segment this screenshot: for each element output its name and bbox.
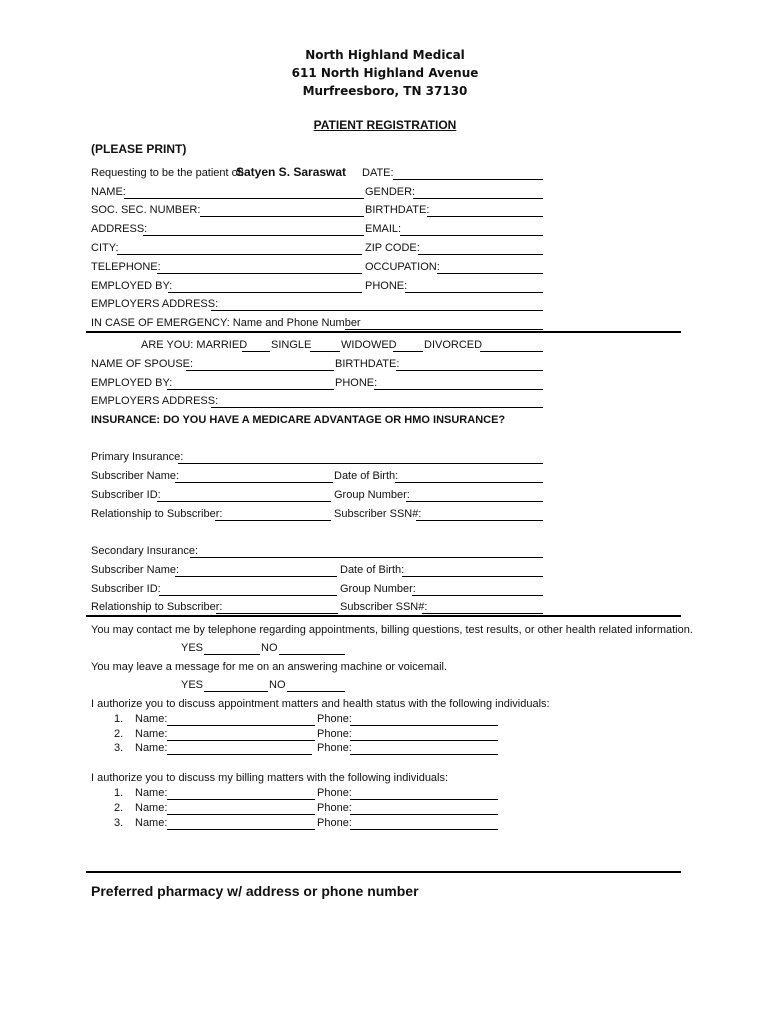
spouse-phone-field[interactable]: [374, 389, 543, 390]
health-name-label: Name:: [135, 742, 168, 754]
telephone-yes-field[interactable]: [204, 654, 260, 655]
billing-phone-field-3[interactable]: [350, 829, 498, 830]
section-divider: [86, 331, 681, 333]
spouse-name-field[interactable]: [186, 370, 334, 371]
please-print-note: (PLEASE PRINT): [91, 142, 187, 156]
spouse-employed-label: EMPLOYED BY:: [91, 377, 173, 389]
health-phone-field-2[interactable]: [350, 740, 498, 741]
telephone-no-label: NO: [261, 642, 278, 654]
secondary-group-label: Group Number:: [340, 583, 416, 595]
spouse-phone-label: PHONE:: [335, 377, 378, 389]
secondary-relationship-label: Relationship to Subscriber:: [91, 601, 223, 613]
primary-subscriber-name-label: Subscriber Name:: [91, 470, 180, 482]
telephone-field[interactable]: [157, 273, 362, 274]
secondary-dob-field[interactable]: [402, 576, 543, 577]
health-auth-text: I authorize you to discuss appointment matters and health status with the following individuals:: [91, 698, 550, 710]
billing-phone-field-1[interactable]: [350, 799, 498, 800]
primary-subscriber-name-field[interactable]: [175, 482, 333, 483]
widowed-field[interactable]: [393, 351, 423, 352]
primary-ssn-label: Subscriber SSN#:: [334, 508, 422, 520]
secondary-insurance-label: Secondary Insurance:: [91, 545, 199, 557]
secondary-dob-label: Date of Birth:: [340, 564, 405, 576]
phone-label: PHONE:: [365, 280, 408, 292]
health-name-field-1[interactable]: [167, 725, 315, 726]
primary-group-label: Group Number:: [334, 489, 410, 501]
single-label: SINGLE: [271, 339, 312, 351]
billing-name-field-2[interactable]: [167, 814, 315, 815]
secondary-relationship-field[interactable]: [216, 613, 338, 614]
health-phone-field-1[interactable]: [350, 725, 498, 726]
name-label: NAME:: [91, 186, 126, 198]
phone-field[interactable]: [405, 292, 543, 293]
emergency-label: IN CASE OF EMERGENCY: Name and Phone Number: [91, 317, 361, 329]
are-you-married-label: ARE YOU: MARRIED: [141, 339, 248, 351]
health-item-number: 2.: [114, 728, 124, 740]
form-title: PATIENT REGISTRATION: [313, 118, 457, 132]
health-name-field-2[interactable]: [167, 740, 315, 741]
billing-name-label: Name:: [135, 817, 168, 829]
gender-label: GENDER:: [365, 186, 416, 198]
city-label: CITY:: [91, 242, 119, 254]
primary-subscriber-id-label: Subscriber ID:: [91, 489, 161, 501]
health-item-number: 3.: [114, 742, 124, 754]
primary-dob-label: Date of Birth:: [334, 470, 399, 482]
secondary-subscriber-name-field[interactable]: [175, 576, 337, 577]
health-name-field-3[interactable]: [167, 754, 312, 755]
primary-group-field[interactable]: [406, 501, 543, 502]
health-name-label: Name:: [135, 728, 168, 740]
billing-name-label: Name:: [135, 787, 168, 799]
clinic-address-city: Murfreesboro, TN 37130: [302, 84, 468, 98]
primary-dob-field[interactable]: [395, 482, 543, 483]
secondary-subscriber-id-label: Subscriber ID:: [91, 583, 161, 595]
address-field[interactable]: [143, 235, 364, 236]
married-field[interactable]: [242, 351, 270, 352]
ssn-label: SOC. SEC. NUMBER:: [91, 204, 201, 216]
employers-address-field[interactable]: [211, 310, 543, 311]
billing-item-number: 3.: [114, 817, 124, 829]
primary-ssn-field[interactable]: [416, 520, 543, 521]
email-field[interactable]: [400, 235, 543, 236]
primary-insurance-label: Primary Insurance:: [91, 451, 184, 463]
clinic-name: North Highland Medical: [305, 48, 465, 62]
email-label: EMAIL:: [365, 223, 402, 235]
message-yes-field[interactable]: [204, 691, 268, 692]
emergency-field[interactable]: [345, 329, 543, 330]
zip-field[interactable]: [418, 254, 543, 255]
telephone-yes-label: YES: [181, 642, 204, 654]
secondary-subscriber-name-label: Subscriber Name:: [91, 564, 180, 576]
spouse-name-label: NAME OF SPOUSE:: [91, 358, 194, 370]
secondary-ssn-field[interactable]: [422, 613, 543, 614]
employed-by-field[interactable]: [168, 292, 362, 293]
health-phone-label: Phone:: [317, 742, 352, 754]
requesting-label: Requesting to be the patient of:: [91, 167, 244, 179]
telephone-label: TELEPHONE:: [91, 261, 161, 273]
health-phone-label: Phone:: [317, 728, 352, 740]
occupation-field[interactable]: [437, 273, 543, 274]
ssn-field[interactable]: [200, 216, 364, 217]
health-item-number: 1.: [114, 713, 124, 725]
birthdate-label: BIRTHDATE:: [365, 204, 430, 216]
clinic-address-street: 611 North Highland Avenue: [291, 66, 479, 80]
secondary-group-field[interactable]: [412, 595, 543, 596]
billing-phone-field-2[interactable]: [350, 814, 498, 815]
message-consent-text: You may leave a message for me on an answering machine or voicemail.: [91, 661, 448, 673]
spouse-employed-field[interactable]: [167, 389, 334, 390]
gender-field[interactable]: [413, 198, 543, 199]
occupation-label: OCCUPATION:: [365, 261, 440, 273]
section-divider: [86, 615, 681, 617]
employers-address-label: EMPLOYERS ADDRESS:: [91, 298, 219, 310]
spouse-birthdate-label: BIRTHDATE:: [335, 358, 400, 370]
billing-item-number: 2.: [114, 802, 124, 814]
billing-name-field-1[interactable]: [167, 799, 315, 800]
health-phone-field-3[interactable]: [350, 754, 498, 755]
health-phone-label: Phone:: [317, 713, 352, 725]
billing-auth-text: I authorize you to discuss my billing matters with the following individuals:: [91, 772, 449, 784]
widowed-label: WIDOWED: [341, 339, 397, 351]
primary-relationship-label: Relationship to Subscriber:: [91, 508, 223, 520]
section-divider: [86, 871, 681, 873]
spouse-employers-address-field[interactable]: [211, 407, 543, 408]
zip-label: ZIP CODE:: [365, 242, 420, 254]
insurance-question: INSURANCE: DO YOU HAVE A MEDICARE ADVANTAGE OR HMO INSURANCE?: [91, 414, 506, 426]
city-field[interactable]: [117, 254, 362, 255]
primary-insurance-field[interactable]: [178, 463, 543, 464]
secondary-insurance-field[interactable]: [190, 557, 543, 558]
health-name-label: Name:: [135, 713, 168, 725]
doctor-name: Satyen S. Saraswat: [236, 165, 347, 179]
primary-relationship-field[interactable]: [215, 520, 331, 521]
billing-phone-label: Phone:: [317, 787, 352, 799]
billing-phone-label: Phone:: [317, 817, 352, 829]
primary-subscriber-id-field[interactable]: [157, 501, 331, 502]
telephone-no-field[interactable]: [279, 654, 345, 655]
name-field[interactable]: [124, 198, 364, 199]
birthdate-field[interactable]: [427, 216, 543, 217]
secondary-ssn-label: Subscriber SSN#:: [340, 601, 428, 613]
spouse-employers-address-label: EMPLOYERS ADDRESS:: [91, 395, 219, 407]
secondary-subscriber-id-field[interactable]: [159, 595, 337, 596]
single-field[interactable]: [310, 351, 340, 352]
message-no-label: NO: [269, 679, 286, 691]
billing-item-number: 1.: [114, 787, 124, 799]
preferred-pharmacy-label: Preferred pharmacy w/ address or phone number: [91, 883, 419, 899]
divorced-label: DIVORCED: [424, 339, 483, 351]
billing-name-label: Name:: [135, 802, 168, 814]
address-label: ADDRESS:: [91, 223, 148, 235]
divorced-field[interactable]: [480, 351, 543, 352]
date-field[interactable]: [393, 179, 543, 180]
billing-name-field-3[interactable]: [167, 829, 315, 830]
date-label: DATE:: [362, 167, 394, 179]
message-no-field[interactable]: [287, 691, 345, 692]
employed-by-label: EMPLOYED BY:: [91, 280, 173, 292]
billing-phone-label: Phone:: [317, 802, 352, 814]
telephone-consent-text: You may contact me by telephone regarding appointments, billing questions, test results, or other health related information.: [91, 624, 693, 636]
spouse-birthdate-field[interactable]: [396, 370, 543, 371]
message-yes-label: YES: [181, 679, 204, 691]
